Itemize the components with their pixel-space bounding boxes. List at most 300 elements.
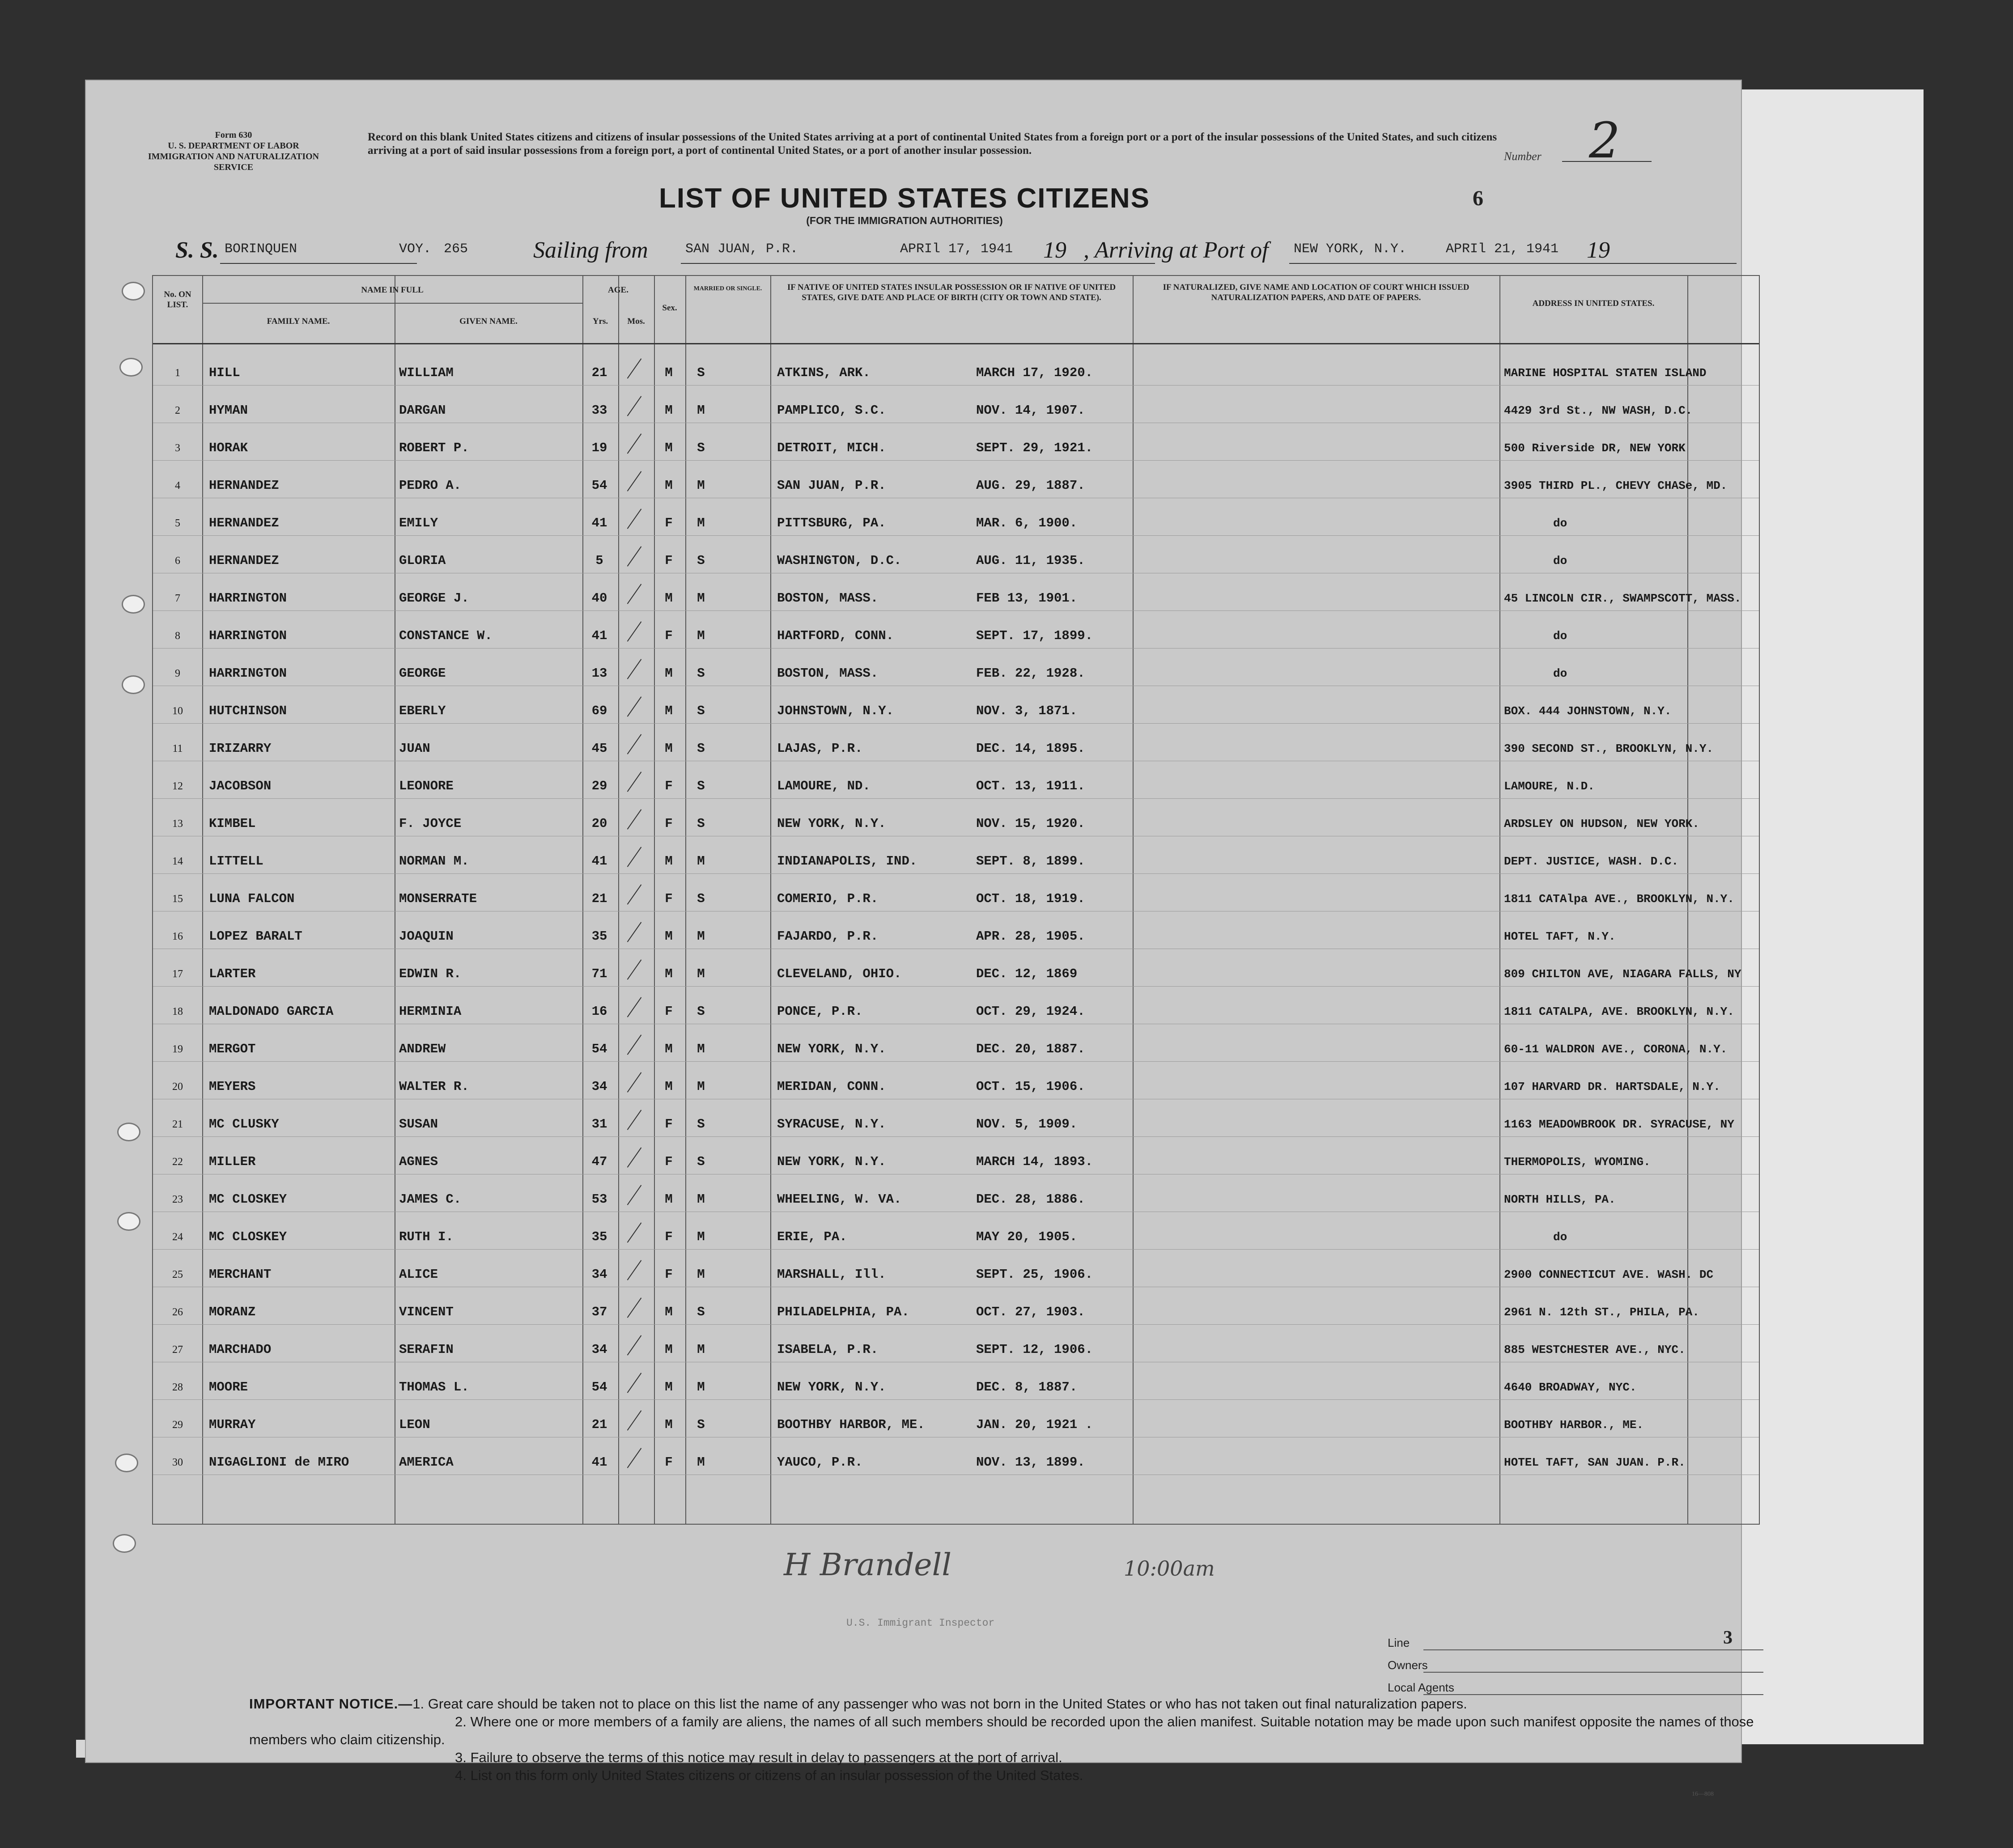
cell-date: NOV. 15, 1920.: [976, 816, 1085, 831]
arriving-date: APRIl 21, 1941: [1446, 242, 1559, 257]
cell-no: 25: [172, 1269, 183, 1280]
cell-address: do: [1553, 629, 1567, 643]
cell-no: 24: [172, 1231, 183, 1243]
cell-given: WALTER R.: [399, 1079, 469, 1094]
mos-tick-mark: [627, 1185, 642, 1205]
arriving-port: NEW YORK, N.Y.: [1294, 242, 1407, 257]
cell-yrs: 40: [591, 591, 607, 606]
cell-yrs: 31: [591, 1117, 607, 1132]
cell-no: 10: [172, 705, 183, 717]
col-header-married: MARRIED OR SINGLE.: [693, 285, 762, 292]
notice-item: 3. Failure to observe the terms of this notice may result in delay to passengers at the port of arrival.: [455, 1750, 1062, 1765]
cell-given: ALICE: [399, 1267, 438, 1282]
cell-given: HERMINIA: [399, 1004, 462, 1019]
cell-given: SERAFIN: [399, 1342, 454, 1357]
cell-yrs: 33: [591, 403, 607, 418]
cell-no: 6: [175, 555, 180, 567]
table-row: [153, 648, 1759, 686]
cell-yrs: 34: [591, 1342, 607, 1357]
cell-place: CLEVELAND, OHIO.: [777, 966, 902, 981]
cell-no: 18: [172, 1006, 183, 1017]
cell-date: MAR. 6, 1900.: [976, 516, 1078, 530]
cell-address: 60-11 WALDRON AVE., CORONA, N.Y.: [1504, 1043, 1728, 1056]
cell-address: LAMOURE, N.D.: [1504, 780, 1595, 793]
mos-tick-mark: [627, 734, 642, 754]
cell-address: 45 LINCOLN CIR., SWAMPSCOTT, MASS.: [1504, 592, 1741, 605]
ship-underline: [220, 263, 417, 264]
cell-yrs: 21: [591, 365, 607, 380]
cell-yrs: 54: [591, 1042, 607, 1056]
cell-ms: M: [697, 1267, 705, 1282]
table-row: [153, 798, 1759, 836]
cell-sex: M: [665, 666, 673, 681]
cell-place: BOSTON, MASS.: [777, 666, 879, 681]
cell-ms: S: [697, 553, 705, 568]
cell-date: SEPT. 12, 1906.: [976, 1342, 1093, 1357]
cell-sex: F: [665, 779, 673, 793]
cell-family: JACOBSON: [209, 779, 272, 793]
cell-date: FEB. 22, 1928.: [976, 666, 1085, 681]
table-row: [153, 1024, 1759, 1062]
cell-date: OCT. 27, 1903.: [976, 1305, 1085, 1319]
mos-tick-mark: [627, 584, 642, 604]
cell-place: WHEELING, W. VA.: [777, 1192, 902, 1207]
cell-no: 9: [175, 668, 180, 679]
cell-sex: M: [665, 929, 673, 944]
table-row: [153, 1099, 1759, 1137]
cell-no: 23: [172, 1194, 183, 1205]
cell-family: MERCHANT: [209, 1267, 272, 1282]
table-row: [153, 1061, 1759, 1099]
sailing-label: Sailing from: [533, 237, 648, 263]
manifest-page: [85, 80, 1754, 1797]
cell-sex: M: [665, 1079, 673, 1094]
cell-given: LEONORE: [399, 779, 454, 793]
mos-tick-mark: [627, 1335, 642, 1355]
cell-no: 8: [175, 630, 180, 642]
cell-family: LUNA FALCON: [209, 891, 295, 906]
cell-address: 3905 THIRD PL., CHEVY CHASe, MD.: [1504, 479, 1728, 492]
cell-date: SEPT. 17, 1899.: [976, 628, 1093, 643]
cell-family: MURRAY: [209, 1417, 256, 1432]
cell-ms: M: [697, 929, 705, 944]
cell-date: SEPT. 29, 1921.: [976, 441, 1093, 455]
form-code: 16—808: [1692, 1791, 1714, 1797]
cell-sex: M: [665, 478, 673, 493]
cell-address: BOX. 444 JOHNSTOWN, N.Y.: [1504, 704, 1672, 718]
cell-no: 29: [172, 1419, 183, 1431]
notice-item: 1. Great care should be taken not to place on this list the name of any passenger who was not born in the United States or who has not taken out final naturalization papers.: [412, 1696, 1467, 1712]
mos-tick-mark: [627, 1260, 642, 1280]
cell-sex: F: [665, 553, 673, 568]
cell-ms: M: [697, 1192, 705, 1207]
passenger-table: [152, 275, 1760, 1525]
cell-yrs: 69: [591, 704, 607, 718]
cell-place: LAMOURE, ND.: [777, 779, 871, 793]
cell-date: DEC. 28, 1886.: [976, 1192, 1085, 1207]
cell-yrs: 54: [591, 478, 607, 493]
cell-sex: M: [665, 854, 673, 869]
cell-given: GEORGE: [399, 666, 446, 681]
col-header-naturalized: IF NATURALIZED, GIVE NAME AND LOCATION OF COURT WHICH ISSUED NATURALIZATION PAPERS, AND DATE OF PAPERS.: [1163, 283, 1469, 302]
cell-no: 26: [172, 1306, 183, 1318]
cell-family: HARRINGTON: [209, 666, 287, 681]
mos-tick-mark: [627, 884, 642, 904]
cell-given: EBERLY: [399, 704, 446, 718]
line-value: 3: [1723, 1628, 1733, 1648]
cell-address: do: [1553, 667, 1567, 680]
cell-given: VINCENT: [399, 1305, 454, 1319]
cell-ms: M: [697, 854, 705, 869]
number-label: Number: [1504, 150, 1542, 163]
cell-family: MERGOT: [209, 1042, 256, 1056]
owners-label: Owners: [1388, 1658, 1428, 1672]
cell-yrs: 37: [591, 1305, 607, 1319]
cell-date: NOV. 14, 1907.: [976, 403, 1085, 418]
mos-tick-mark: [627, 922, 642, 942]
cell-sex: M: [665, 741, 673, 756]
cell-ms: S: [697, 1417, 705, 1432]
cell-ms: M: [697, 1079, 705, 1094]
cell-place: HARTFORD, CONN.: [777, 628, 894, 643]
cell-date: AUG. 11, 1935.: [976, 553, 1085, 568]
page-subtitle: (FOR THE IMMIGRATION AUTHORITIES): [806, 215, 1003, 226]
cell-no: 27: [172, 1344, 183, 1356]
cell-address: 390 SECOND ST., BROOKLYN, N.Y.: [1504, 742, 1714, 755]
cell-yrs: 71: [591, 966, 607, 981]
col-header-address: ADDRESS IN UNITED STATES.: [1532, 299, 1655, 308]
cell-family: MEYERS: [209, 1079, 256, 1094]
cell-date: NOV. 13, 1899.: [976, 1455, 1085, 1470]
cell-given: GLORIA: [399, 553, 446, 568]
cell-address: DEPT. JUSTICE, WASH. D.C.: [1504, 855, 1679, 868]
table-row: [153, 986, 1759, 1024]
cell-sex: F: [665, 1117, 673, 1132]
cell-given: JUAN: [399, 741, 430, 756]
mos-tick-mark: [627, 1147, 642, 1167]
cell-place: SYRACUSE, N.Y.: [777, 1117, 886, 1132]
cell-given: MONSERRATE: [399, 891, 477, 906]
cell-address: 2961 N. 12th ST., PHILA, PA.: [1504, 1305, 1699, 1319]
cell-address: 2900 CONNECTICUT AVE. WASH. DC: [1504, 1268, 1714, 1281]
cell-no: 15: [172, 893, 183, 905]
cell-given: JOAQUIN: [399, 929, 454, 944]
table-row: [153, 1287, 1759, 1325]
table-row: [153, 1437, 1759, 1475]
cell-date: MARCH 17, 1920.: [976, 365, 1093, 380]
cell-sex: F: [665, 516, 673, 530]
cell-yrs: 35: [591, 1229, 607, 1244]
cell-address: 4429 3rd St., NW WASH, D.C.: [1504, 404, 1693, 417]
punch-hole: [122, 675, 145, 694]
table-row: [153, 535, 1759, 573]
cell-date: DEC. 12, 1869: [976, 966, 1078, 981]
table-row: [153, 610, 1759, 648]
mos-tick-mark: [627, 1448, 642, 1468]
punch-hole: [117, 1212, 140, 1231]
cell-family: MC CLOSKEY: [209, 1229, 287, 1244]
cell-ms: S: [697, 1154, 705, 1169]
cell-yrs: 47: [591, 1154, 607, 1169]
cell-date: MARCH 14, 1893.: [976, 1154, 1093, 1169]
cell-place: COMERIO, P.R.: [777, 891, 879, 906]
cell-given: LEON: [399, 1417, 430, 1432]
cell-place: PITTSBURG, PA.: [777, 516, 886, 530]
cell-date: DEC. 8, 1887.: [976, 1380, 1078, 1394]
cell-ms: S: [697, 779, 705, 793]
cell-given: EMILY: [399, 516, 438, 530]
line-underline: [1423, 1649, 1763, 1650]
col-header-family: FAMILY NAME.: [267, 317, 330, 326]
cell-family: IRIZARRY: [209, 741, 272, 756]
cell-date: AUG. 29, 1887.: [976, 478, 1085, 493]
cell-yrs: 20: [591, 816, 607, 831]
mos-tick-mark: [627, 1034, 642, 1055]
cell-place: NEW YORK, N.Y.: [777, 1042, 886, 1056]
notice-heading: IMPORTANT NOTICE.—: [249, 1696, 413, 1712]
cell-given: PEDRO A.: [399, 478, 462, 493]
cell-no: 1: [175, 367, 180, 379]
page-title: LIST OF UNITED STATES CITIZENS: [659, 183, 1150, 214]
cell-family: HARRINGTON: [209, 591, 287, 606]
cell-place: SAN JUAN, P.R.: [777, 478, 886, 493]
cell-yrs: 53: [591, 1192, 607, 1207]
cell-given: DARGAN: [399, 403, 446, 418]
cell-given: AMERICA: [399, 1455, 454, 1470]
cell-no: 5: [175, 517, 180, 529]
cell-address: ARDSLEY ON HUDSON, NEW YORK.: [1504, 817, 1699, 831]
cell-family: NIGAGLIONI de MIRO: [209, 1455, 349, 1470]
cell-family: LOPEZ BARALT: [209, 929, 302, 944]
cell-date: MAY 20, 1905.: [976, 1229, 1078, 1244]
cell-no: 17: [172, 968, 183, 980]
mos-tick-mark: [627, 1297, 642, 1318]
arriving-label: , Arriving at Port of: [1083, 237, 1269, 263]
mos-tick-mark: [627, 847, 642, 867]
line-label: Line: [1388, 1636, 1410, 1649]
mos-tick-mark: [627, 471, 642, 491]
cell-no: 7: [175, 593, 180, 604]
mos-tick-mark: [627, 621, 642, 641]
cell-yrs: 21: [591, 1417, 607, 1432]
cell-ms: S: [697, 1004, 705, 1019]
cell-no: 12: [172, 780, 183, 792]
cell-place: ATKINS, ARK.: [777, 365, 871, 380]
cell-yrs: 16: [591, 1004, 607, 1019]
cell-yrs: 41: [591, 516, 607, 530]
cell-place: INDIANAPOLIS, IND.: [777, 854, 917, 869]
cell-address: 1811 CATALPA, AVE. BROOKLYN, N.Y.: [1504, 1005, 1734, 1018]
cell-no: 20: [172, 1081, 183, 1093]
cell-place: NEW YORK, N.Y.: [777, 816, 886, 831]
year-suffix: 19: [1043, 237, 1066, 263]
cell-place: LAJAS, P.R.: [777, 741, 863, 756]
cell-no: 28: [172, 1382, 183, 1393]
cell-yrs: 54: [591, 1380, 607, 1394]
cell-ms: S: [697, 891, 705, 906]
cell-ms: M: [697, 966, 705, 981]
cell-family: HILL: [209, 365, 240, 380]
cell-family: KIMBEL: [209, 816, 256, 831]
cell-given: GEORGE J.: [399, 591, 469, 606]
cell-address: THERMOPOLIS, WYOMING.: [1504, 1155, 1651, 1169]
table-row: [153, 836, 1759, 874]
owners-underline: [1423, 1672, 1763, 1673]
cell-family: HARRINGTON: [209, 628, 287, 643]
cell-place: WASHINGTON, D.C.: [777, 553, 902, 568]
cell-ms: M: [697, 1229, 705, 1244]
cell-given: SUSAN: [399, 1117, 438, 1132]
cell-date: OCT. 13, 1911.: [976, 779, 1085, 793]
cell-family: HERNANDEZ: [209, 516, 279, 530]
table-row: [153, 423, 1759, 461]
cell-ms: M: [697, 403, 705, 418]
voy-label: VOY.: [399, 242, 432, 257]
sheet-number: 6: [1473, 186, 1483, 210]
cell-place: ISABELA, P.R.: [777, 1342, 879, 1357]
cell-ms: M: [697, 478, 705, 493]
cell-ms: S: [697, 741, 705, 756]
table-row: [153, 1399, 1759, 1437]
cell-yrs: 41: [591, 1455, 607, 1470]
cell-place: NEW YORK, N.Y.: [777, 1154, 886, 1169]
cell-ms: M: [697, 1342, 705, 1357]
col-header-mos: Mos.: [627, 317, 645, 326]
cell-given: THOMAS L.: [399, 1380, 469, 1394]
col-header-no: No. ON LIST.: [164, 290, 191, 309]
cell-address: do: [1553, 1230, 1567, 1244]
cell-sex: M: [665, 704, 673, 718]
cell-no: 21: [172, 1119, 183, 1130]
cell-date: DEC. 14, 1895.: [976, 741, 1085, 756]
cell-place: YAUCO, P.R.: [777, 1455, 863, 1470]
cell-ms: M: [697, 591, 705, 606]
cell-family: MC CLUSKY: [209, 1117, 279, 1132]
mos-tick-mark: [627, 696, 642, 716]
cell-sex: F: [665, 891, 673, 906]
cell-no: 16: [172, 931, 183, 942]
mos-tick-mark: [627, 396, 642, 416]
cell-no: 14: [172, 856, 183, 867]
mos-tick-mark: [627, 659, 642, 679]
cell-given: JAMES C.: [399, 1192, 462, 1207]
table-row: [153, 348, 1759, 386]
cell-address: HOTEL TAFT, SAN JUAN. P.R.: [1504, 1456, 1686, 1469]
cell-address: 107 HARVARD DR. HARTSDALE, N.Y.: [1504, 1080, 1720, 1094]
cell-address: BOOTHBY HARBOR., ME.: [1504, 1418, 1644, 1432]
cell-given: NORMAN M.: [399, 854, 469, 869]
cell-given: EDWIN R.: [399, 966, 462, 981]
mos-tick-mark: [627, 1072, 642, 1092]
table-row: [153, 1212, 1759, 1250]
cell-family: HERNANDEZ: [209, 553, 279, 568]
cell-date: APR. 28, 1905.: [976, 929, 1085, 944]
mos-tick-mark: [627, 997, 642, 1017]
cell-sex: M: [665, 1380, 673, 1394]
table-row: [153, 1362, 1759, 1400]
cell-place: BOSTON, MASS.: [777, 591, 879, 606]
cell-place: FAJARDO, P.R.: [777, 929, 879, 944]
cell-family: HERNANDEZ: [209, 478, 279, 493]
table-row: [153, 460, 1759, 498]
cell-given: RUTH I.: [399, 1229, 454, 1244]
table-row: [153, 1136, 1759, 1174]
table-row: [153, 686, 1759, 724]
table-row: [153, 1324, 1759, 1362]
cell-given: ROBERT P.: [399, 441, 469, 455]
inspector-label: U.S. Immigrant Inspector: [846, 1617, 995, 1629]
cell-no: 13: [172, 818, 183, 830]
cell-sex: M: [665, 1192, 673, 1207]
punch-hole: [117, 1123, 140, 1141]
cell-ms: M: [697, 628, 705, 643]
cell-given: ANDREW: [399, 1042, 446, 1056]
col-header-birth: IF NATIVE OF UNITED STATES INSULAR POSSESSION OR IF NATIVE OF UNITED STATES, GIVE DATE AND PLACE OF BIRTH (CITY OR TOWN AND STATE).: [787, 283, 1116, 302]
cell-yrs: 5: [595, 553, 603, 568]
cell-family: LARTER: [209, 966, 256, 981]
cell-sex: M: [665, 1042, 673, 1056]
cell-yrs: 21: [591, 891, 607, 906]
cell-ms: S: [697, 365, 705, 380]
cell-address: 500 Riverside DR, NEW YORK: [1504, 441, 1686, 455]
year-suffix-2: 19: [1587, 237, 1610, 263]
cell-sex: M: [665, 403, 673, 418]
arriving-underline: [1289, 263, 1737, 264]
cell-date: SEPT. 25, 1906.: [976, 1267, 1093, 1282]
cell-no: 2: [175, 405, 180, 416]
col-header-sex: Sex.: [662, 303, 677, 313]
punch-hole: [115, 1454, 138, 1472]
mos-tick-mark: [627, 1110, 642, 1130]
cell-date: OCT. 15, 1906.: [976, 1079, 1085, 1094]
cell-family: MORANZ: [209, 1305, 256, 1319]
cell-yrs: 45: [591, 741, 607, 756]
cell-sex: F: [665, 628, 673, 643]
table-row: [153, 1174, 1759, 1212]
punch-hole: [122, 282, 145, 301]
cell-date: DEC. 20, 1887.: [976, 1042, 1085, 1056]
number-value: 2: [1589, 112, 1620, 169]
cell-date: OCT. 29, 1924.: [976, 1004, 1085, 1019]
cell-family: HORAK: [209, 441, 248, 455]
table-row: [153, 873, 1759, 911]
mos-tick-mark: [627, 1222, 642, 1242]
col-header-given: GIVEN NAME.: [459, 317, 518, 326]
cell-yrs: 41: [591, 628, 607, 643]
sailing-from: SAN JUAN, P.R.: [685, 242, 798, 257]
punch-hole: [119, 358, 143, 377]
cell-date: SEPT. 8, 1899.: [976, 854, 1085, 869]
mos-tick-mark: [627, 433, 642, 454]
cell-place: MARSHALL, Ill.: [777, 1267, 886, 1282]
cell-given: CONSTANCE W.: [399, 628, 493, 643]
cell-no: 19: [172, 1043, 183, 1055]
ss-label: S. S.: [175, 237, 219, 263]
cell-address: HOTEL TAFT, N.Y.: [1504, 930, 1616, 943]
cell-sex: F: [665, 816, 673, 831]
cell-family: HUTCHINSON: [209, 704, 287, 718]
mos-tick-mark: [627, 809, 642, 829]
cell-place: BOOTHBY HARBOR, ME.: [777, 1417, 925, 1432]
cell-date: FEB 13, 1901.: [976, 591, 1078, 606]
cell-no: 11: [172, 743, 183, 754]
form-id: Form 630 U. S. DEPARTMENT OF LABOR IMMIGRATION AND NATURALIZATION SERVICE: [148, 130, 319, 172]
cell-yrs: 34: [591, 1079, 607, 1094]
cell-place: ERIE, PA.: [777, 1229, 847, 1244]
mos-tick-mark: [627, 959, 642, 979]
cell-place: JOHNSTOWN, N.Y.: [777, 704, 894, 718]
mos-tick-mark: [627, 1410, 642, 1430]
